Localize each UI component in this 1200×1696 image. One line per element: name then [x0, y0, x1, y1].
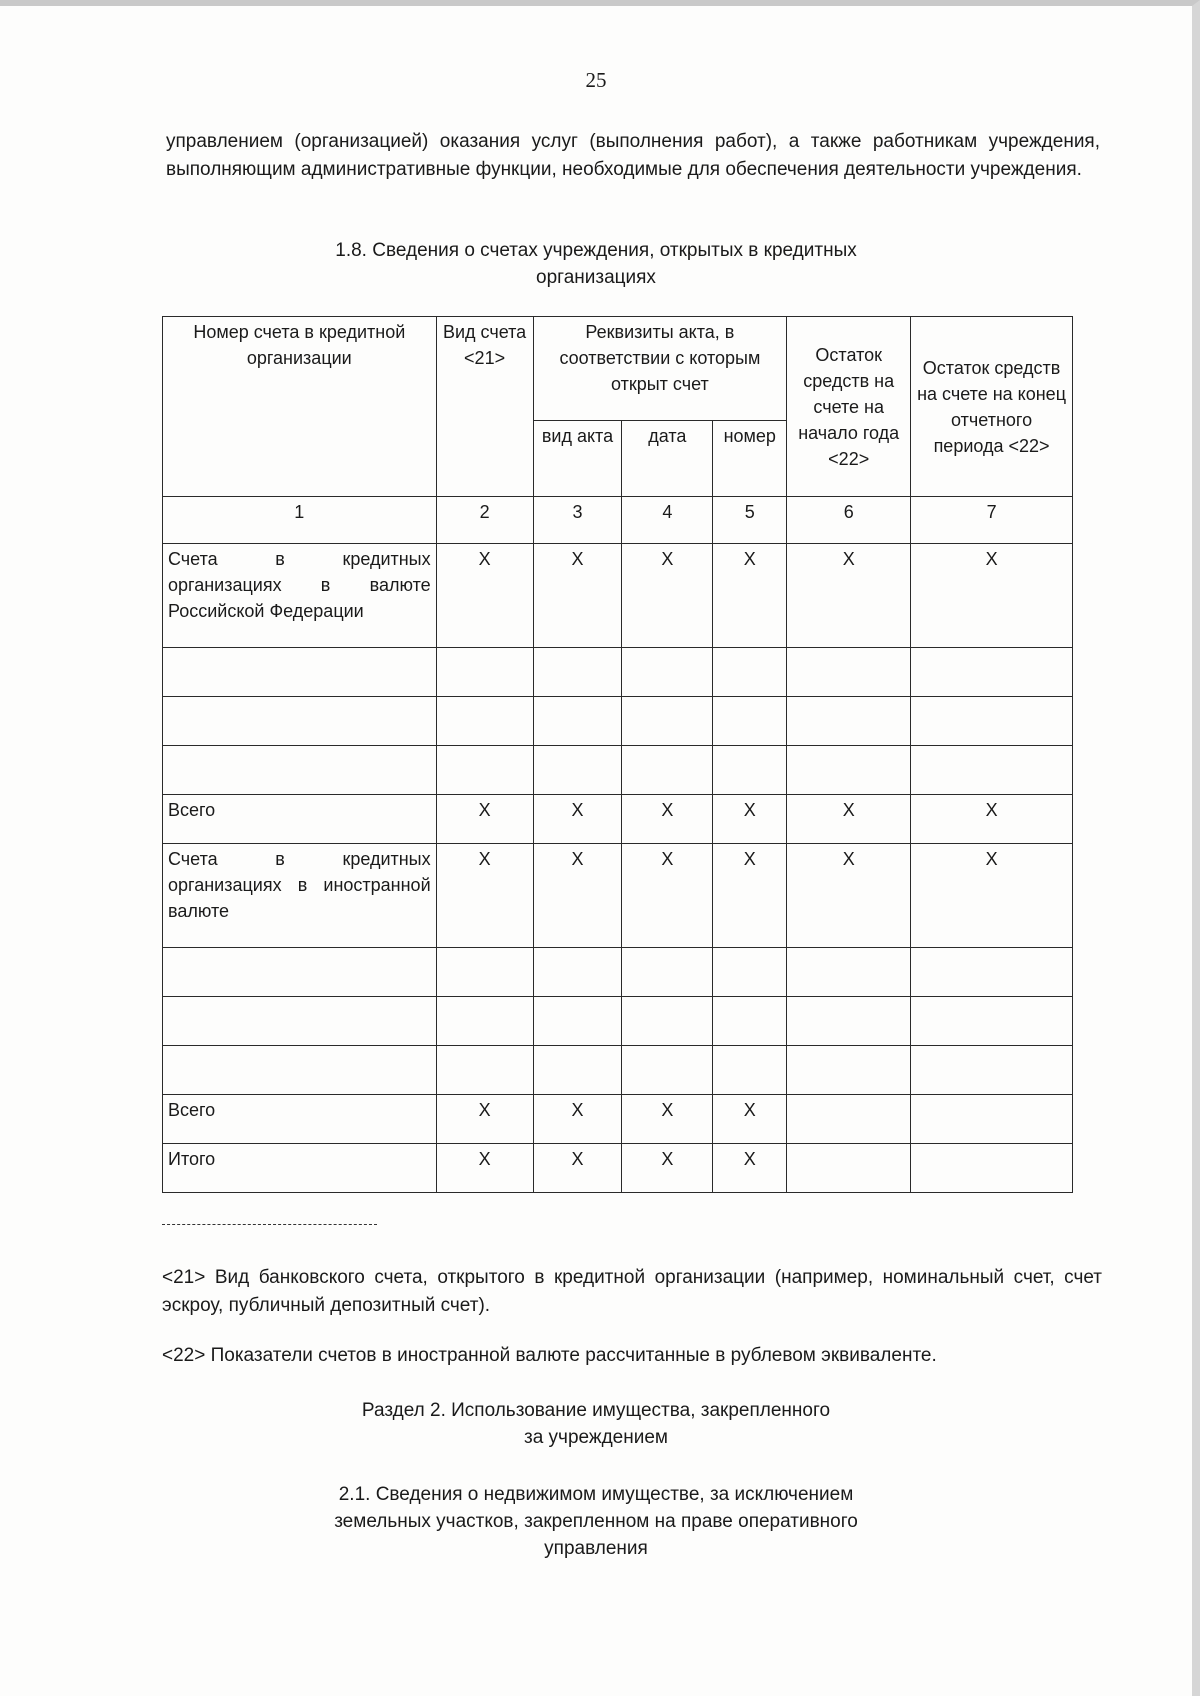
cell: X	[436, 544, 533, 648]
footnote-separator	[162, 1224, 377, 1225]
column-number: 2	[436, 497, 533, 544]
section-2-title	[0, 1397, 1192, 1451]
cell: X	[436, 795, 533, 844]
table-row-rub-accounts	[163, 544, 1073, 648]
column-number: 3	[533, 497, 622, 544]
cell: X	[713, 795, 787, 844]
column-numbers-row	[163, 497, 1073, 544]
cell: X	[436, 1095, 533, 1144]
section-2-title-line1: Раздел 2. Использование имущества, закрепленного	[361, 1400, 831, 1421]
section-1-8-title	[0, 237, 1192, 291]
section-1-8-title-line2: организациях	[536, 267, 656, 288]
footnote-22: <22> Показатели счетов в иностранной валюте рассчитанные в рублевом эквиваленте.	[162, 1345, 937, 1366]
header-act-type: вид акта	[533, 421, 622, 497]
cell: X	[713, 1144, 787, 1193]
accounts-table	[162, 316, 1073, 1193]
header-account-number: Номер счета в кредитной организации	[163, 317, 437, 497]
cell: X	[622, 1144, 713, 1193]
table-row-empty	[163, 746, 1073, 795]
cell: X	[622, 844, 713, 948]
table-row-grand-total	[163, 1144, 1073, 1193]
header-account-type: Вид счета <21>	[436, 317, 533, 497]
table-row-fx-accounts	[163, 844, 1073, 948]
cell: X	[911, 844, 1073, 948]
cell: X	[911, 795, 1073, 844]
row-label: Счета в кредитных организациях в валюте Российской Федерации	[163, 544, 437, 648]
section-2-1-title-line2: земельных участков, закрепленном на праве оперативного	[334, 1511, 858, 1532]
cell: X	[533, 795, 622, 844]
column-number: 4	[622, 497, 713, 544]
cell: X	[622, 795, 713, 844]
cell: X	[622, 1095, 713, 1144]
cell	[911, 1095, 1073, 1144]
cell	[787, 1095, 911, 1144]
column-number: 6	[787, 497, 911, 544]
cell: X	[622, 544, 713, 648]
column-number: 7	[911, 497, 1073, 544]
table-row-rub-total	[163, 795, 1073, 844]
cell: X	[787, 544, 911, 648]
cell	[911, 1144, 1073, 1193]
header-act-date: дата	[622, 421, 713, 497]
table-row-empty	[163, 648, 1073, 697]
column-number: 1	[163, 497, 437, 544]
row-label: Счета в кредитных организациях в иностранной валюте	[163, 844, 437, 948]
cell: X	[787, 795, 911, 844]
table-row-empty	[163, 1046, 1073, 1095]
table-row-fx-total	[163, 1095, 1073, 1144]
cell: X	[713, 1095, 787, 1144]
cell: X	[533, 844, 622, 948]
cell: X	[713, 844, 787, 948]
cell: X	[533, 544, 622, 648]
cell: X	[533, 1095, 622, 1144]
cell: X	[436, 844, 533, 948]
cell: X	[713, 544, 787, 648]
cell	[787, 1144, 911, 1193]
section-2-1-title	[0, 1481, 1192, 1562]
cell: X	[911, 544, 1073, 648]
row-label: Всего	[163, 795, 437, 844]
header-balance-end: Остаток средств на счете на конец отчетного периода <22>	[911, 317, 1073, 497]
header-balance-start: Остаток средств на счете на начало года <22>	[787, 317, 911, 497]
table-row-empty	[163, 697, 1073, 746]
footnote-21: <21> Вид банковского счета, открытого в кредитной организации (например, номинальный счет, счет эскроу, публичный депозитный счет).	[162, 1267, 1102, 1316]
section-2-title-line2: за учреждением	[524, 1427, 668, 1448]
section-1-8-title-line1: 1.8. Сведения о счетах учреждения, открытых в кредитных	[335, 240, 857, 261]
table-row-empty	[163, 948, 1073, 997]
header-act-details: Реквизиты акта, в соответствии с которым открыт счет	[533, 317, 787, 421]
column-number: 5	[713, 497, 787, 544]
cell: X	[787, 844, 911, 948]
section-2-1-title-line1: 2.1. Сведения о недвижимом имуществе, за исключением	[338, 1484, 854, 1505]
page-number: 25	[585, 68, 607, 92]
section-2-1-title-line3: управления	[544, 1538, 648, 1559]
table-row-empty	[163, 997, 1073, 1046]
row-label: Всего	[163, 1095, 437, 1144]
intro-paragraph: управлением (организацией) оказания услуг (выполнения работ), а также работникам учреждения, выполняющим административные функции, необходимые для обеспечения деятельности учреждения.	[166, 131, 1100, 180]
row-label: Итого	[163, 1144, 437, 1193]
cell: X	[436, 1144, 533, 1193]
cell: X	[533, 1144, 622, 1193]
header-act-number: номер	[713, 421, 787, 497]
